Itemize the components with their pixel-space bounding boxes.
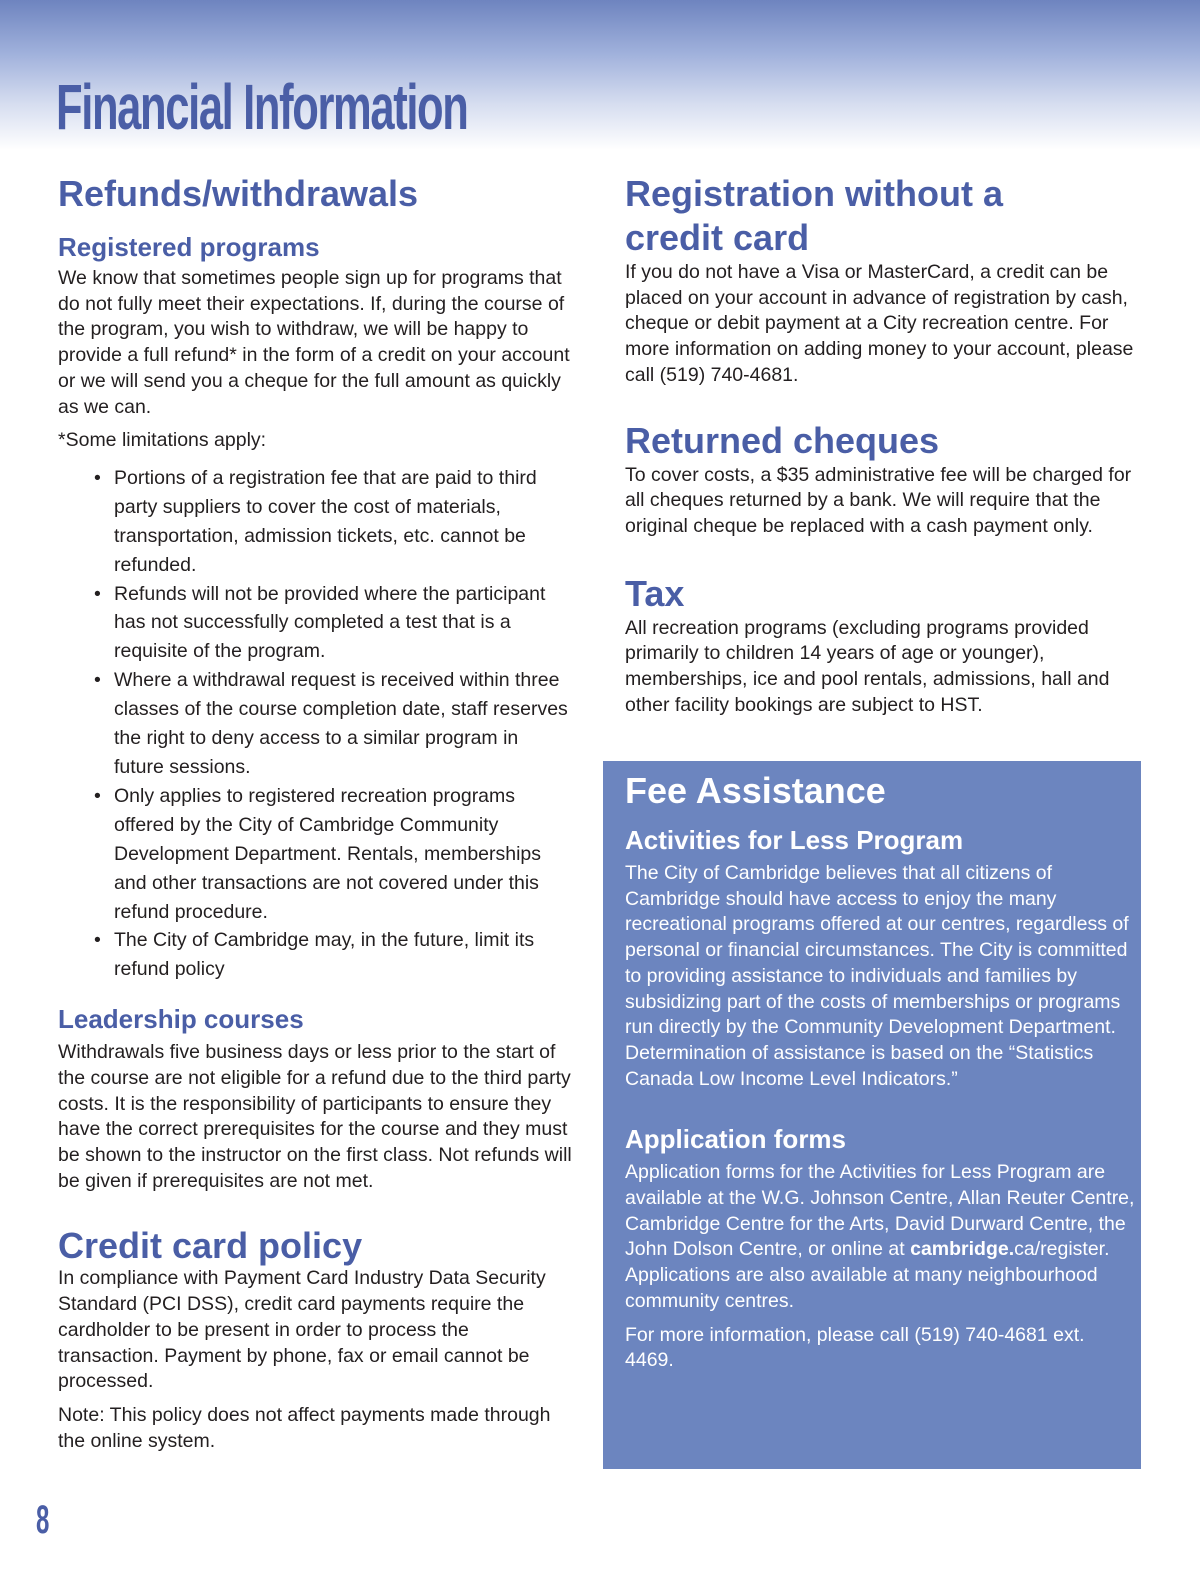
application-forms-text [625, 1160, 1135, 1314]
credit-card-policy-heading: Credit card policy [58, 1225, 363, 1267]
limitations-note: *Some limitations apply: [58, 429, 267, 452]
registered-programs-heading: Registered programs [58, 232, 320, 262]
fee-assistance-box [603, 761, 1141, 1469]
list-item: • Where a withdrawal request is received within three classes of the course completion date, staff reserves the right to deny access to a similar program in future sessions. [94, 666, 573, 782]
refunds-heading: Refunds/withdrawals [58, 173, 419, 214]
activities-for-less-text: The City of Cambridge believes that all citizens of Cambridge should have access to enjoy the many recreational programs offered at our centres, regardless of personal or financial circumstances. The City is committed to providing assistance to individuals and families by subsidizing part of the costs of memberships or programs run directly by the Community Development Department. Determination of assistance is based on the “Statistics Canada Low Income Level Indicators.” [625, 862, 1129, 1090]
refund-limitations-list [94, 464, 573, 984]
list-item: • Refunds will not be provided where the participant has not successfully completed a test that is a requisite of the program. [94, 580, 573, 667]
leadership-courses-text: Withdrawals five business days or less prior to the start of the course are not eligible for a refund due to the third party costs. It is the responsibility of participants to ensure they have the correct prerequisites for the course and they must be shown to the instructor on the first class. Not refunds will be given if prerequisites are not met. [58, 1041, 572, 1192]
application-forms-heading: Application forms [625, 1124, 847, 1155]
credit-card-policy-note: Note: This policy does not affect payments made through the online system. [58, 1403, 551, 1452]
registration-without-credit-card-heading: Registration without a credit card [625, 173, 1003, 258]
leadership-courses-heading: Leadership courses [58, 1004, 304, 1035]
right-column [625, 172, 1140, 718]
tax-text: All recreation programs (excluding programs provided primarily to children 14 years of age or younger), memberships, ice and pool rentals, admissions, hall and other facility bookings are subject to HST. [625, 616, 1110, 716]
left-column [58, 172, 573, 1454]
activities-for-less-heading: Activities for Less Program [625, 825, 964, 855]
tax-heading: Tax [625, 572, 685, 614]
page-number: 8 [36, 1498, 50, 1542]
registered-programs-text: We know that sometimes people sign up for programs that do not fully meet their expectations. If, during the course of the program, you wish to withdraw, we will be happy to provide a full refund* in the form of a credit on your account or we will send you a cheque for the full amount as quickly as we can. [58, 267, 570, 418]
fee-more-info: For more information, please call (519) 740-4681 ext. 4469. [625, 1323, 1085, 1372]
page-title: Financial Information [56, 71, 468, 143]
registration-without-credit-card-text: If you do not have a Visa or MasterCard, a credit can be placed on your account in advance of registration by cash, cheque or debit payment at a City recreation centre. For more information on adding money to your account, please call (519) 740-4681. [625, 261, 1134, 386]
returned-cheques-heading: Returned cheques [625, 419, 940, 461]
fee-assistance-heading: Fee Assistance [625, 770, 886, 811]
application-forms-text-start: Application forms for the Activities for Less Program are available at the W.G. Johnson Centre, Allan Reuter Centre, Cambridge Centre for the Arts, David Durward Centre, the John Dolson Centre, or online at [625, 1161, 1135, 1261]
credit-card-policy-text: In compliance with Payment Card Industry Data Security Standard (PCI DSS), credit card payments require the cardholder to be present in order to process the transaction. Payment by phone, fax or email cannot be processed. [58, 1267, 546, 1393]
application-forms-text-end: ca/register. Applications are also available at many neighbourhood community centres. [625, 1238, 1110, 1312]
returned-cheques-text: To cover costs, a $35 administrative fee will be charged for all cheques returned by a bank. We will require that the original cheque be replaced with a cash payment only. [625, 463, 1132, 537]
list-item: • Only applies to registered recreation programs offered by the City of Cambridge Community Development Department. Rentals, memberships and other transactions are not covered under this refund procedure. [94, 782, 573, 927]
cambridge-register-link[interactable]: cambridge. [910, 1238, 1015, 1261]
list-item: • The City of Cambridge may, in the future, limit its refund policy [94, 926, 573, 984]
list-item: • Portions of a registration fee that are paid to third party suppliers to cover the cost of materials, transportation, admission tickets, etc. cannot be refunded. [94, 464, 573, 580]
